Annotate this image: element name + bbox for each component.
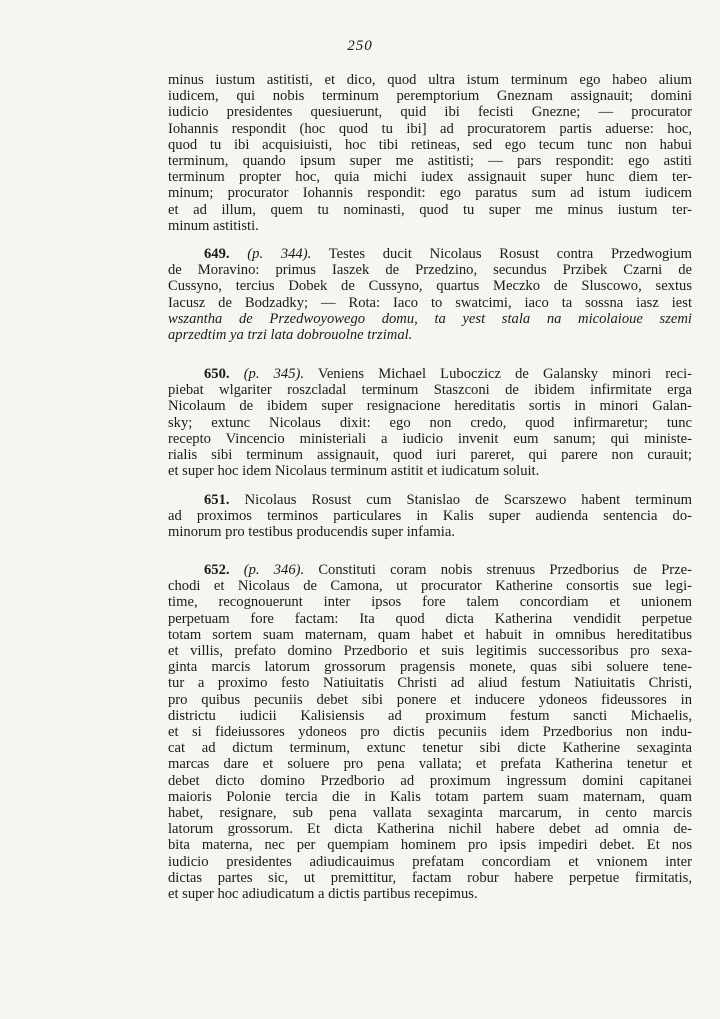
- text-line: terminum, quando ipsum super me astitisti; — pars respondit: ego astiti: [168, 153, 692, 170]
- text-line: dictas partes sic, ut premittitur, factam robur habere perpetue firmitatis,: [168, 869, 692, 886]
- entry-650: [168, 366, 692, 479]
- text-line: tur a proximo festo Natiuitatis Christi ad aliud festum Natiuitatis Christi,: [168, 675, 692, 692]
- text-line: [168, 366, 692, 382]
- text-line: iudicio presidentes quesiuerunt, quid ibi fecisti Gnezne; — procurator: [168, 104, 692, 121]
- text-line: [168, 246, 692, 262]
- text-fragment: Veniens Michael Luboczicz de Galansky minori reci-: [317, 366, 693, 382]
- text-line: rialis sibi terminum assignauit, quod iuri pareret, qui parere non curauit;: [168, 447, 692, 464]
- text-line: et super hoc idem Nicolaus terminum astitit et iudicatum soluit.: [168, 463, 540, 480]
- text-line: de Moravino: primus Iaszek de Przedzino, secundus Przibek Czarni de: [168, 262, 692, 279]
- text-line: perpetuam fore factam: Ita quod dicta Katherina vendidit perpetue: [168, 610, 692, 627]
- text-line: marcas dare et soluere pro pena vallata; et prefata Katherina tenetur et: [168, 756, 692, 773]
- text-line: recepto Vincencio ministeriali a iudicio invenit eum sanum; qui ministe-: [168, 430, 692, 447]
- text-line: totam sortem suam maternam, quam habet et habuit in omnibus hereditatibus: [168, 626, 692, 643]
- page-reference: (p. 344).: [247, 246, 312, 262]
- text-line: maioris Polonie tercia die in Kalis totam partem suam maternam, quam: [168, 788, 692, 805]
- text-line: Iohannis respondit (hoc quod tu ibi] ad procuratorem partis aduerse: hoc,: [168, 120, 692, 137]
- text-line: latorum grossorum. Et dicta Katherina nichil habere debet ad omnia de-: [168, 821, 692, 838]
- text-line: cat ad dictum terminum, extunc tenetur sibi dicte Katherine sexaginta: [168, 740, 692, 757]
- text-fragment: Constituti coram nobis strenuus Przedborius de Prze-: [318, 562, 692, 578]
- text-line: Iacusz de Bodzadky; — Rota: Iaco to swatcimi, iaco ta sossna iasz iest: [168, 294, 692, 311]
- text-line: habet, resignare, sub pena vallata sexaginta marcarum, in cento marcis: [168, 805, 692, 822]
- text-line: ginta marcis latorum grossorum pragensis monete, quas sibi soluere tene-: [168, 659, 692, 676]
- text-line: iudicio presidentes adiudicauimus prefatam concordiam et vnionem inter: [168, 853, 692, 870]
- text-line: iudicem, qui nobis terminum peremptorium Gneznam assignauit; domini: [168, 88, 692, 105]
- text-line: et ad illum, quem tu nominasti, quod tu super me minus iustum ter-: [168, 201, 692, 218]
- text-line: et super hoc adiudicatum a dictis partibus recepimus.: [168, 886, 478, 903]
- text-line: districtu iudicii Kalisiensis ad proximum festum sancti Michaelis,: [168, 707, 692, 724]
- text-line: quod tu ibi acquisiuisti, hoc tibi retineas, sed ego tecum tunc non habui: [168, 136, 692, 153]
- text-line: Nicolaum de ibidem super resignacione hereditatis sortis in minori Galan-: [168, 398, 692, 415]
- text-line: minum astitisti.: [168, 217, 259, 234]
- text-line: chodi et Nicolaus de Camona, ut procurator Katherine consortis sue legi-: [168, 578, 692, 595]
- entry-652: [168, 562, 692, 902]
- text-line: minorum pro testibus producendis super infamia.: [168, 524, 455, 541]
- text-line: wszantha de Przedwoyowego domu, ta yest stala na micolaioue szemi: [168, 310, 692, 327]
- entry-651: [168, 492, 692, 541]
- entry-number: 649.: [204, 246, 230, 262]
- text-line: Cussyno, tercius Dobek de Cussyno, quartus Meczko de Sluscowo, sextus: [168, 278, 692, 295]
- entry-649: [168, 246, 692, 343]
- text-line: time, recognouerunt inter ipsos fore talem concordiam et unionem: [168, 594, 692, 611]
- text-line: minus iustum astitisti, et dico, quod ultra istum terminum ego habeo alium: [168, 72, 692, 88]
- page-number: 250: [347, 38, 373, 54]
- text-line: debet dicto domino Przedborio ad proximum ingressum domini capitanei: [168, 772, 692, 789]
- page-reference: (p. 345).: [243, 366, 305, 382]
- entry-number: 651.: [204, 492, 230, 508]
- text-line: [168, 492, 692, 508]
- text-line: et si fideiussores ydoneos pro dictis pecuniis idem Przedborius non indu-: [168, 724, 692, 741]
- text-fragment: Nicolaus Rosust cum Stanislao de Scarszewo habent terminum: [244, 492, 692, 508]
- text-line: et villis, prefato domino Przedborio et suis legitimis successoribus pro sexa-: [168, 643, 692, 660]
- text-line: ad proximos terminos particulares in Kalis super audienda sentencia do-: [168, 508, 692, 525]
- text-line: piebat wlgariter roszcladal terminum Staszconi de ibidem infirmitate erga: [168, 382, 692, 399]
- entry-number: 650.: [204, 366, 230, 382]
- page-reference: (p. 346).: [243, 562, 305, 578]
- intro-paragraph: [168, 72, 692, 234]
- text-line: minum; procurator Iohannis respondit: ego paratus sum ad istum iudicem: [168, 185, 692, 202]
- text-line: sky; extunc Nicolaus dixit: ego non credo, quod infirmaretur; tunc: [168, 414, 692, 431]
- text-line: terminum propter hoc, quia michi iudex assignauit super hunc diem ter-: [168, 169, 692, 186]
- text-line: aprzedtim ya trzi lata dobrouolne trzimal.: [168, 327, 413, 344]
- entry-number: 652.: [204, 562, 230, 578]
- text-line: bita materna, nec per quempiam hominem pro ipsis impediri debet. Et nos: [168, 837, 692, 854]
- text-fragment: Testes ducit Nicolaus Rosust contra Przedwogium: [328, 246, 693, 262]
- text-line: [168, 562, 692, 578]
- text-line: pro quibus pecuniis debet sibi ponere et inducere ydoneos fideussores in: [168, 691, 692, 708]
